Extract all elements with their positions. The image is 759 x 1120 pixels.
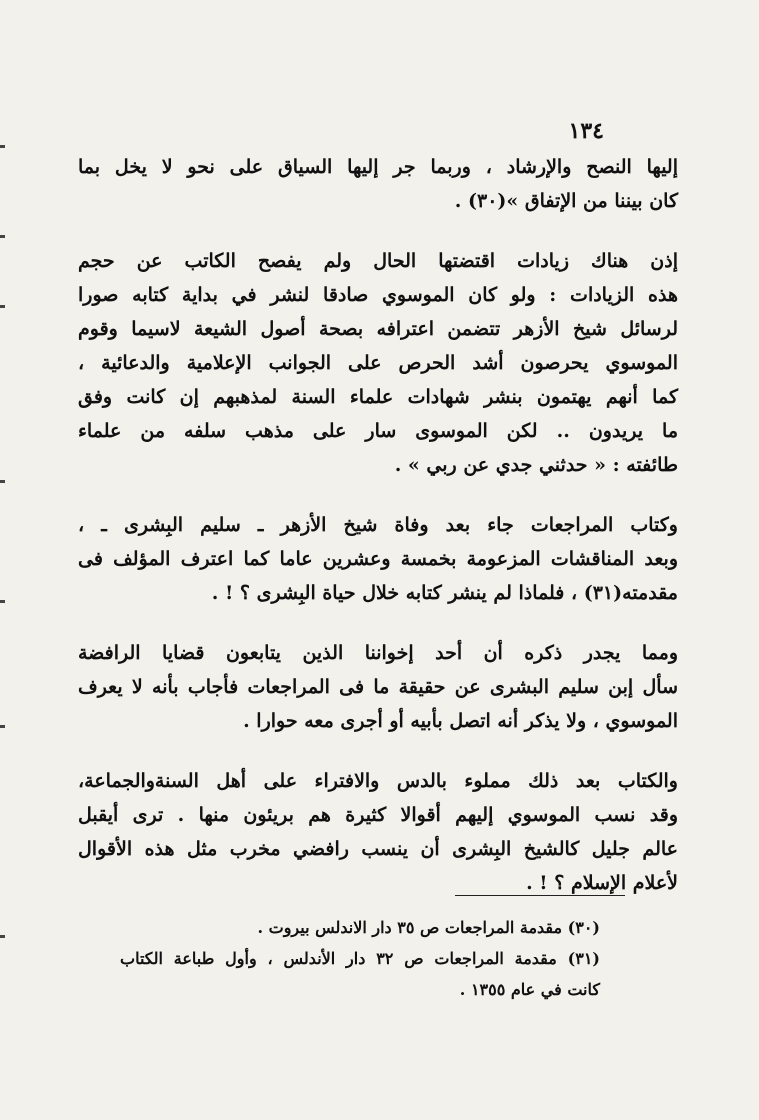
footnote: (٣١) مقدمة المراجعات ص ٣٢ دار الأندلس ، وأول طباعة الكتاب bbox=[120, 949, 600, 968]
text-line: ما يريدون .. لكن الموسوى سار على مذهب سلفه من علماء bbox=[78, 420, 678, 442]
text-line: كما أنهم يهتمون بنشر شهادات علماء السنة لمذهبهم إن كانت وفق bbox=[78, 386, 678, 408]
text-line: ومما يجدر ذكره أن أحد إخواننا الذين يتابعون قضايا الرافضة bbox=[78, 642, 678, 664]
text-line: عالم جليل كالشيخ البِشرى أن ينسب رافضي مخرب مثل هذه الأقوال bbox=[78, 838, 678, 860]
scan-edge-mark bbox=[0, 235, 5, 238]
scan-edge-mark bbox=[0, 600, 5, 603]
text-line: لأعلام الإسلام ؟ ! . bbox=[526, 872, 678, 894]
scan-edge-mark bbox=[0, 480, 5, 483]
scan-edge-mark bbox=[0, 305, 5, 308]
scan-edge-mark bbox=[0, 145, 5, 148]
footnote: (٣٠) مقدمة المراجعات ص ٣٥ دار الاندلس بيروت . bbox=[257, 918, 600, 937]
footnotes bbox=[120, 912, 600, 1005]
text-line: سأل إبن سليم البشرى عن حقيقة ما فى المراجعات فأجاب بأنه لا يعرف bbox=[78, 676, 678, 698]
text-line: وبعد المناقشات المزعومة بخمسة وعشرين عاما كما اعترف المؤلف فى bbox=[78, 548, 678, 570]
paragraph bbox=[78, 244, 678, 482]
paragraph bbox=[78, 636, 678, 738]
text-line: مقدمته(٣١) ، فلماذا لم ينشر كتابه خلال حياة البِشرى ؟ ! . bbox=[211, 582, 678, 604]
text-line: كان بيننا من الإتفاق »(٣٠) . bbox=[454, 190, 678, 212]
scan-edge-mark bbox=[0, 725, 5, 728]
text-line: لرسائل شيخ الأزهر تتضمن اعترافه بصحة أصول الشيعة لاسيما وقوم bbox=[78, 318, 678, 340]
paragraph bbox=[78, 764, 678, 900]
text-line: إليها النصح والإرشاد ، وربما جر إليها السياق على نحو لا يخل بما bbox=[78, 156, 678, 178]
text-line: الموسوي ، ولا يذكر أنه اتصل بأبيه أو أجرى معه حوارا . bbox=[243, 710, 678, 732]
footnote-continuation: كانت في عام ١٣٥٥ . bbox=[459, 980, 600, 999]
footnote-divider bbox=[455, 895, 625, 896]
paragraph bbox=[78, 150, 678, 218]
paragraph bbox=[78, 508, 678, 610]
scan-edge-mark bbox=[0, 935, 5, 938]
text-line: وقد نسب الموسوي إليهم أقوالا كثيرة هم بريئون منها . ترى أيقبل bbox=[78, 804, 678, 826]
text-line: والكتاب بعد ذلك مملوء بالدس والافتراء على أهل السنةوالجماعة، bbox=[78, 770, 678, 792]
main-text bbox=[78, 150, 678, 900]
text-line: إذن هناك زيادات اقتضتها الحال ولم يفصح الكاتب عن حجم bbox=[78, 250, 678, 272]
page-number: ١٣٤ bbox=[568, 118, 604, 144]
text-line: هذه الزيادات : ولو كان الموسوي صادقا لنشر في بداية كتابه صورا bbox=[78, 284, 678, 306]
text-line: طائفته : « حدثني جدي عن ربي » . bbox=[394, 454, 678, 476]
text-line: وكتاب المراجعات جاء بعد وفاة شيخ الأزهر ـ سليم البِشرى ـ ، bbox=[78, 514, 678, 536]
text-line: الموسوي يحرصون أشد الحرص على الجوانب الإعلامية والدعائية ، bbox=[78, 352, 678, 374]
